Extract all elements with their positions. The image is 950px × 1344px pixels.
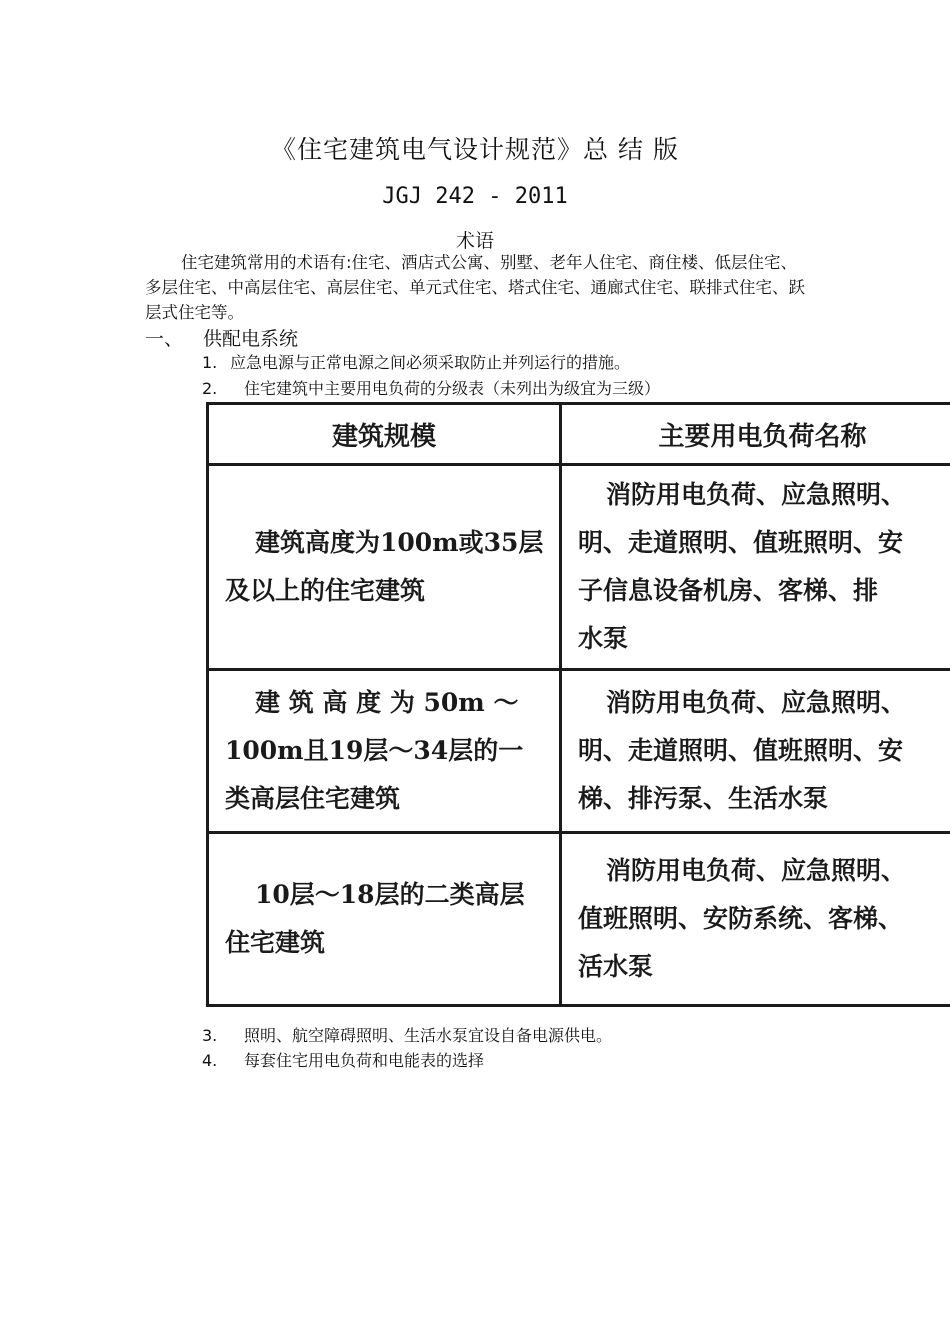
list-item <box>202 1023 612 1046</box>
table-cell-loads <box>561 833 950 1006</box>
table-cell-scale: 建筑高度为100m或35层及以上的住宅建筑 <box>208 465 561 670</box>
list-item-number: 1. <box>202 353 218 372</box>
load-line: 消防用电负荷、应急照明、 <box>606 856 907 885</box>
section-title: 供配电系统 <box>203 328 299 350</box>
list-item <box>202 376 660 399</box>
standard-code: JGJ 242 - 2011 <box>382 184 568 209</box>
section-heading <box>145 324 298 351</box>
load-line: 水泵 <box>578 624 629 653</box>
list-item-text: 应急电源与正常电源之间必须采取防止并列运行的措施。 <box>230 353 631 372</box>
load-line: 值班照明、安防系统、客梯、 <box>578 904 904 933</box>
load-line: 活水泵 <box>578 952 654 981</box>
section-number: 一、 <box>145 328 184 350</box>
table-header-scale: 建筑规模 <box>208 404 561 465</box>
load-line: 明、走道照明、值班照明、安 <box>578 736 904 765</box>
load-line: 子信息设备机房、客梯、排 <box>578 576 879 605</box>
list-item-text: 住宅建筑中主要用电负荷的分级表（未列出为级宜为三级） <box>244 379 661 398</box>
load-line: 消防用电负荷、应急照明、 <box>606 480 907 509</box>
table-header-loads: 主要用电负荷名称 <box>561 404 950 465</box>
table-row <box>208 833 950 1006</box>
load-line: 梯、排污泵、生活水泵 <box>578 784 829 813</box>
terms-paragraph: 住宅建筑常用的术语有:住宅、酒店式公寓、别墅、老年人住宅、商住楼、低层住宅、多层住宅、中高层住宅、高层住宅、单元式住宅、塔式住宅、通廊式住宅、联排式住宅、跃层式住宅等。 <box>145 253 805 322</box>
list-item-number: 4. <box>202 1051 218 1070</box>
list-item <box>202 1048 484 1071</box>
load-line: 消防用电负荷、应急照明、 <box>606 688 907 717</box>
list-item <box>202 350 630 373</box>
document-title: 《住宅建筑电气设计规范》总 结 版 <box>271 135 679 164</box>
table-cell-scale: 10层～18层的二类高层住宅建筑 <box>208 833 561 1006</box>
list-item-text: 照明、航空障碍照明、生活水泵宜设自备电源供电。 <box>244 1026 613 1045</box>
list-item-text: 每套住宅用电负荷和电能表的选择 <box>244 1051 485 1070</box>
table-row <box>208 465 950 670</box>
table-header-row <box>208 404 950 465</box>
table-cell-scale: 建 筑 高 度 为 50m ～100m且19层～34层的一类高层住宅建筑 <box>208 670 561 833</box>
load-line: 明、走道照明、值班照明、安 <box>578 528 904 557</box>
terms-heading: 术语 <box>455 230 494 252</box>
list-item-number: 2. <box>202 379 218 398</box>
load-classification-table <box>206 402 950 1007</box>
table-cell-loads <box>561 465 950 670</box>
table-row <box>208 670 950 833</box>
list-item-number: 3. <box>202 1026 218 1045</box>
table-cell-loads <box>561 670 950 833</box>
